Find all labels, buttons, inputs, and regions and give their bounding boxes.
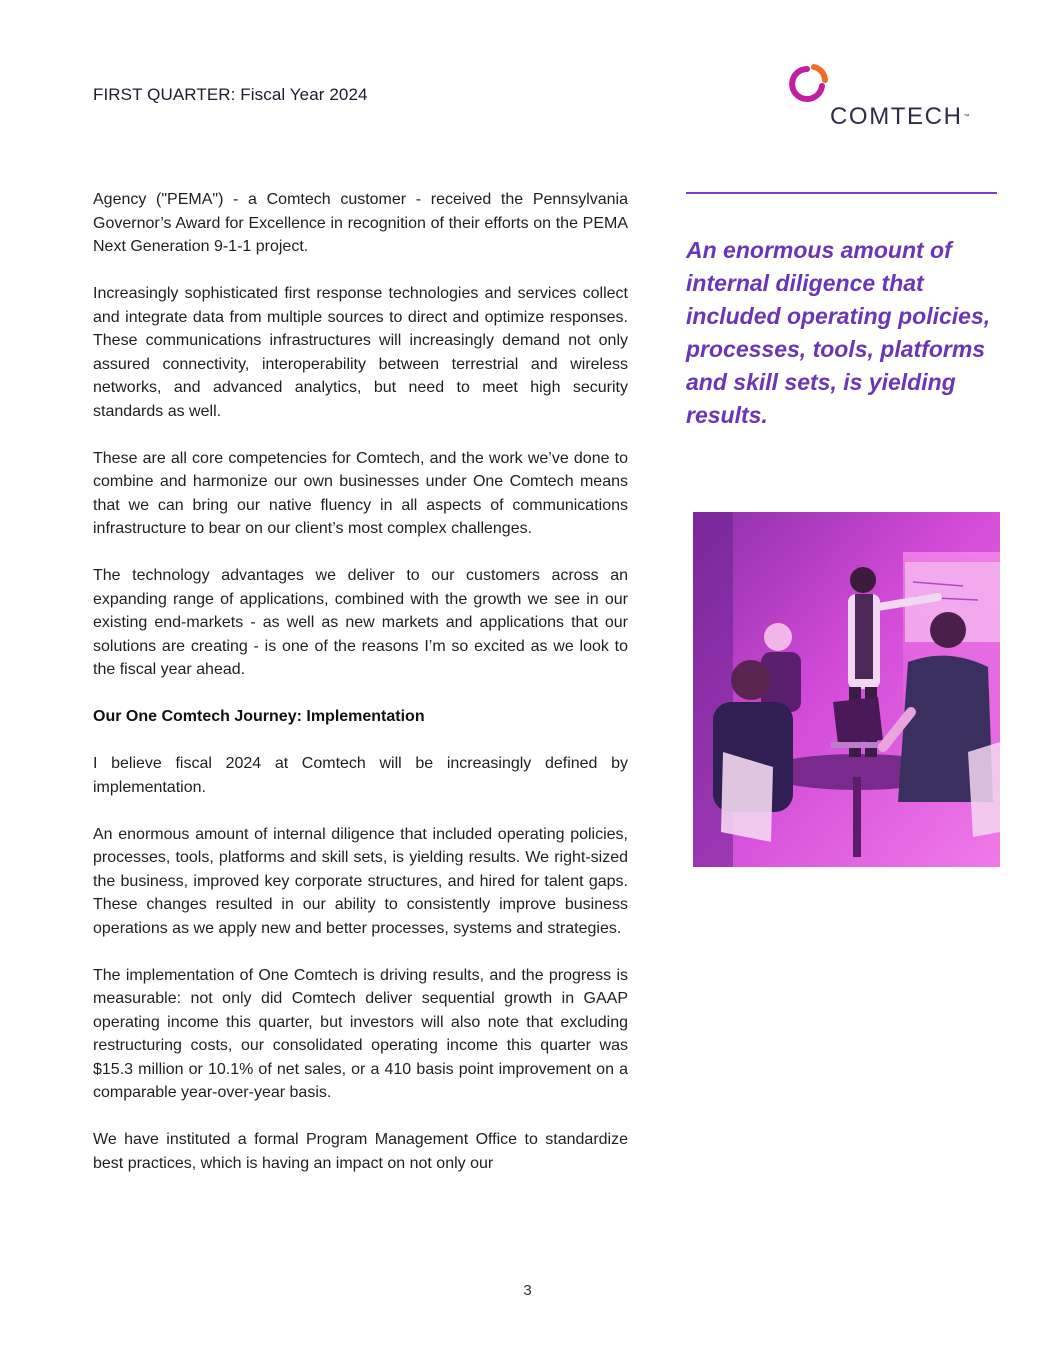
pull-quote: An enormous amount of internal diligence that included operating policies, processes, tools, platforms and skill sets, is yielding results. xyxy=(686,237,991,428)
comtech-logo-wordmark xyxy=(830,104,970,130)
logo-text: COMTECH xyxy=(830,103,963,130)
paragraph-results-measurable: The implementation of One Comtech is driving results, and the progress is measurable: not only did Comtech deliver sequential growth in GAAP operating income this quarter, but investors will also note that excluding restructuring costs, our consolidated operating income this quarter was $15.3 million or 10.1% of net sales, or a 410 basis point improvement on a comparable year-over-year basis. xyxy=(93,966,628,1101)
paragraph-program-management: We have instituted a formal Program Management Office to standardize best practices, which is having an impact on not only our xyxy=(93,1131,628,1172)
paragraph-first-response: Increasingly sophisticated first response technologies and services collect and integrate data from multiple sources to direct and optimize responses. These communications infrastructures will increasingly demand not only assured connectivity, interoperability between terrestrial and wireless networks, and advanced analytics, but need to meet high security standards as well. xyxy=(93,285,628,420)
pull-quote-divider xyxy=(686,192,997,194)
paragraph-pema-award: Agency ("PEMA") - a Comtech customer - received the Pennsylvania Governor’s Award for Excellence in recognition of their efforts on the PEMA Next Generation 9-1-1 project. xyxy=(93,191,628,255)
main-body-text xyxy=(93,188,628,1199)
comtech-logo-mark-icon xyxy=(786,60,834,110)
paragraph-fiscal-2024: I believe fiscal 2024 at Comtech will be increasingly defined by implementation. xyxy=(93,755,628,796)
comtech-logo xyxy=(786,60,976,132)
team-meeting-photo-illustration xyxy=(693,512,1000,867)
page-header-title: FIRST QUARTER: Fiscal Year 2024 xyxy=(93,85,368,104)
logo-trademark: ™ xyxy=(963,114,970,120)
paragraph-core-competencies: These are all core competencies for Comtech, and the work we’ve done to combine and harmonize our own businesses under One Comtech means that we can bring our native fluency in all aspects of communications infrastructure to bear on our client’s most complex challenges. xyxy=(93,449,628,537)
paragraph-technology-advantages: The technology advantages we deliver to our customers across an expanding range of applications, combined with the growth we see in our existing end-markets - as well as new markets and applications that our solutions are creating - is one of the reasons I’m so excited as we look to the fiscal year ahead. xyxy=(93,567,628,678)
page-number: 3 xyxy=(523,1282,532,1299)
section-heading-implementation: Our One Comtech Journey: Implementation xyxy=(93,708,425,725)
paragraph-internal-diligence: An enormous amount of internal diligence that included operating policies, processes, tools, platforms and skill sets, is yielding results. We right-sized the business, improved key corporate structures, and hired for talent gaps. These changes resulted in our ability to consistently improve business operations as we apply new and better processes, systems and strategies. xyxy=(93,825,628,937)
team-meeting-photo xyxy=(693,512,1000,867)
